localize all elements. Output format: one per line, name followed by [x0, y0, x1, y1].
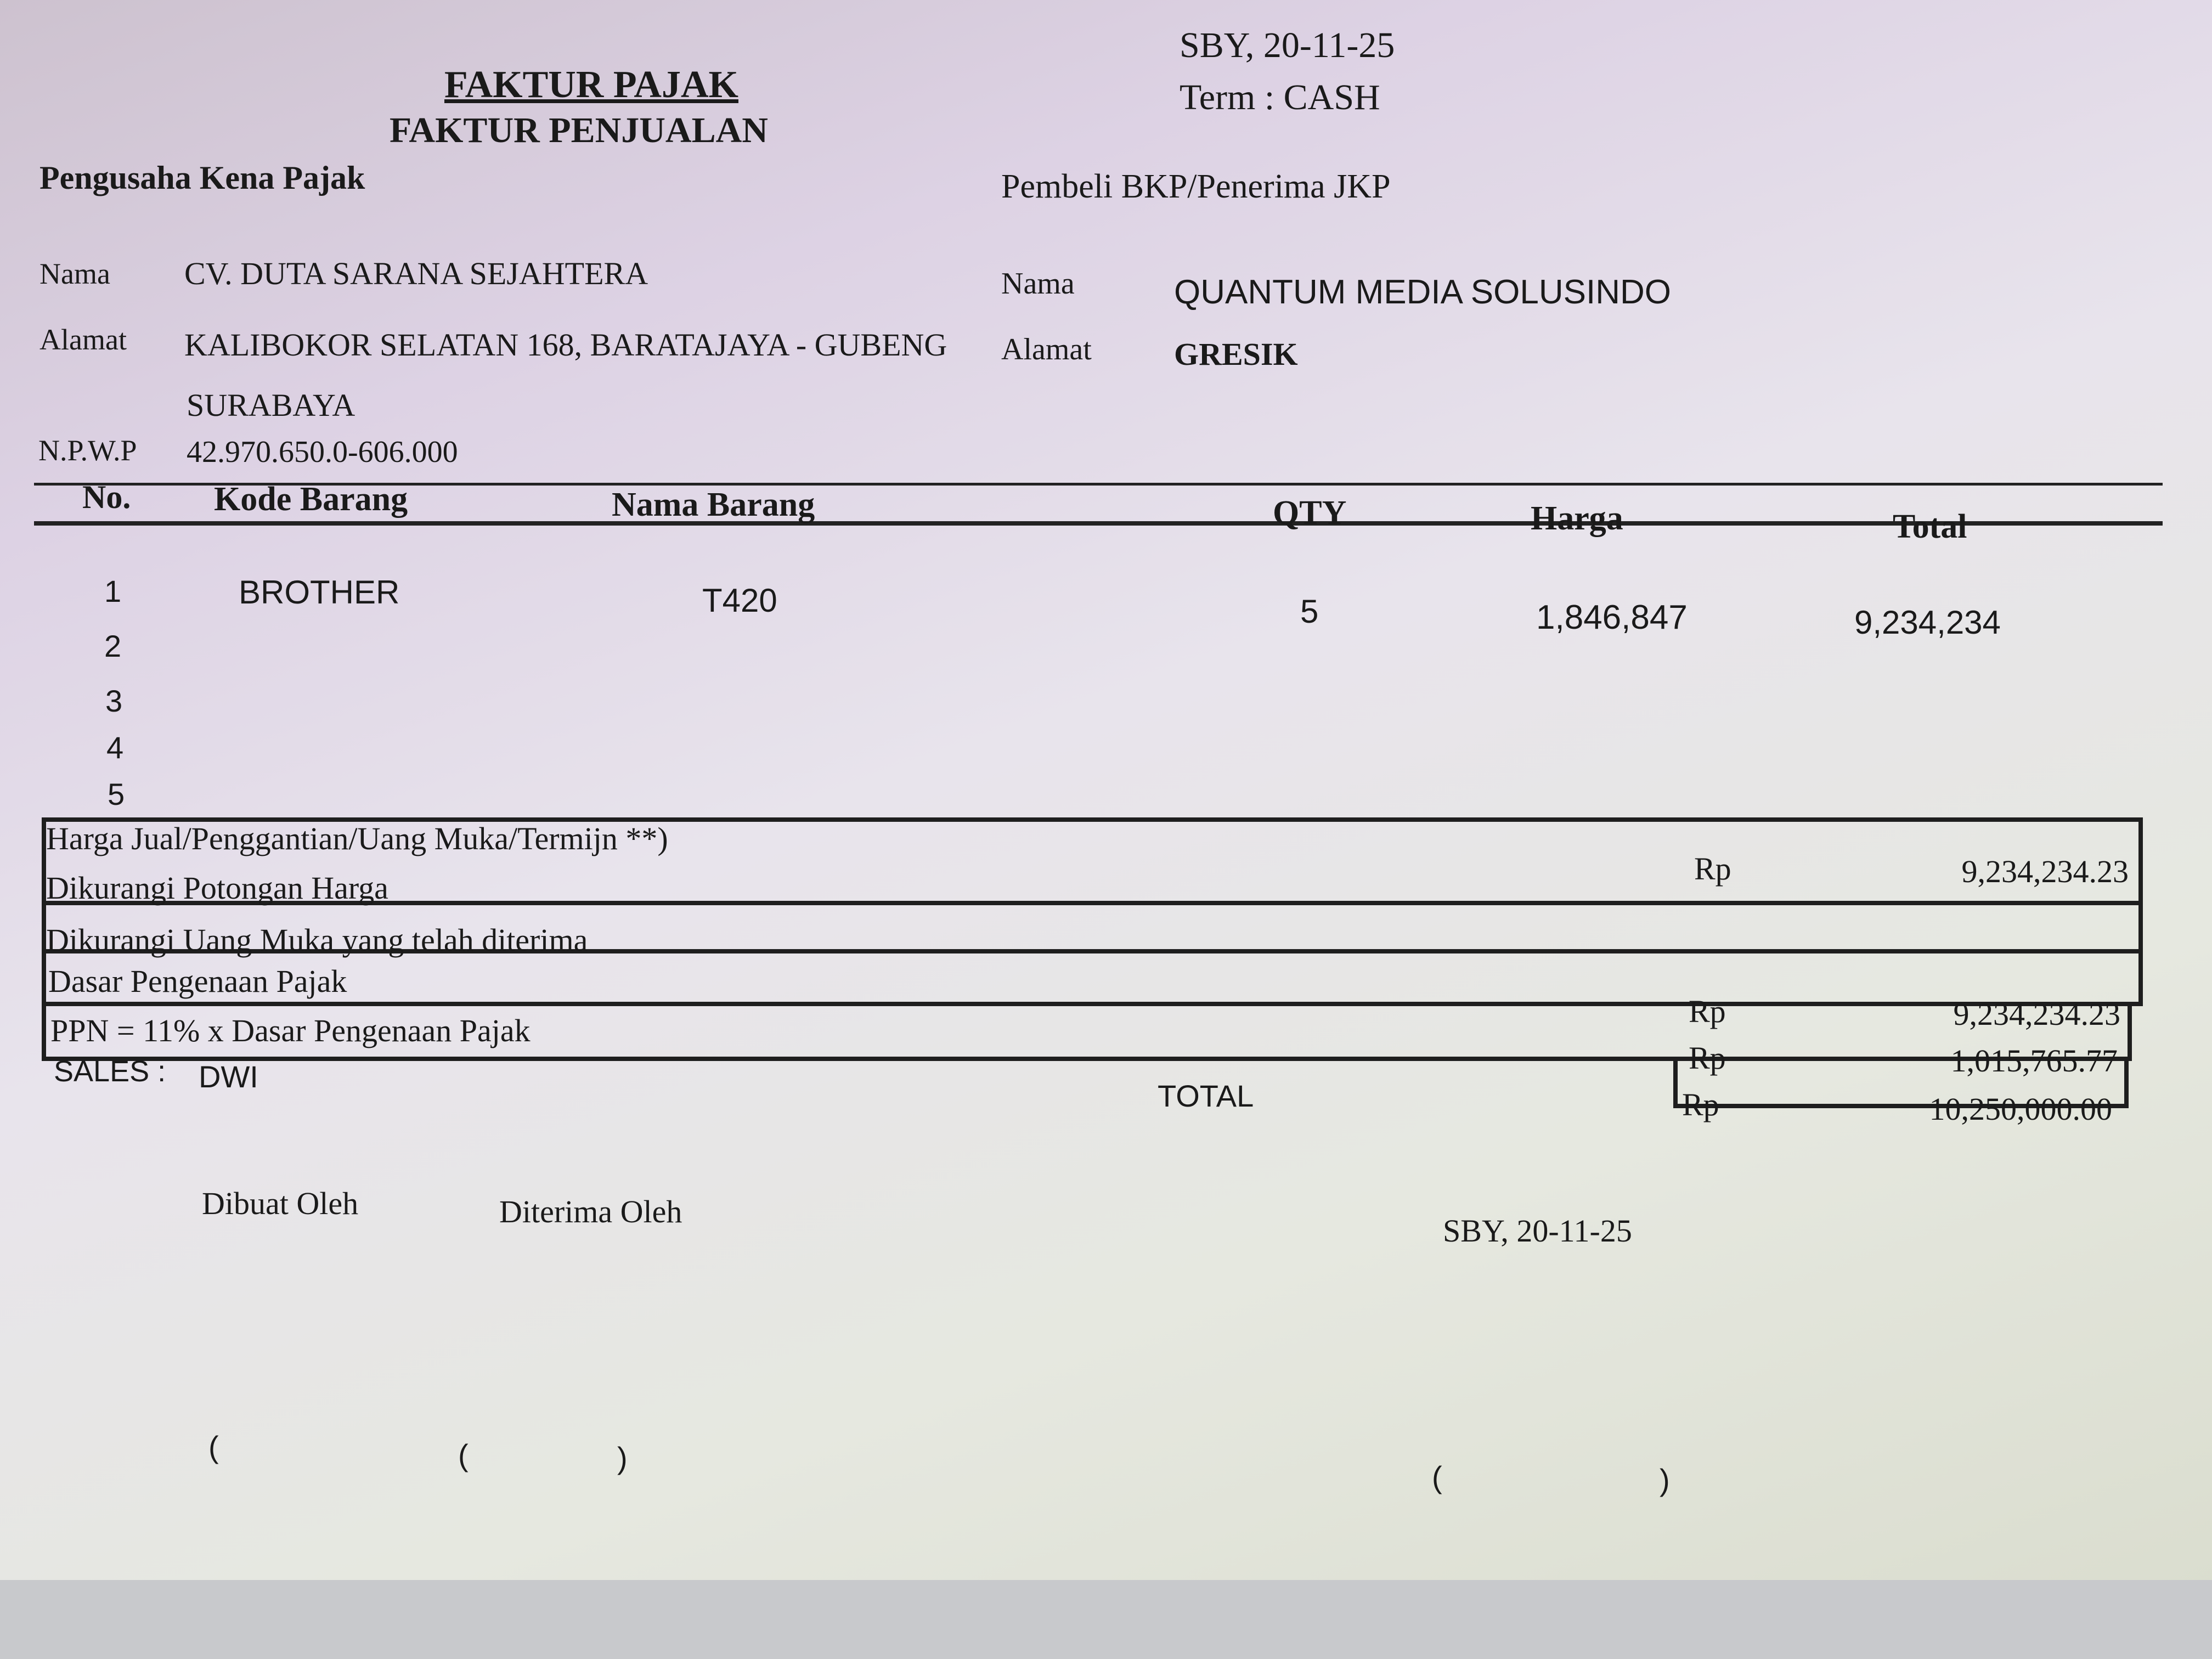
- row1-total: 9,234,234: [1854, 604, 2001, 641]
- ppn-label: PPN = 11% x Dasar Pengenaan Pajak: [50, 1013, 531, 1048]
- dpp-currency: Rp: [1689, 994, 1726, 1029]
- signature-paren-open-2: (: [458, 1438, 469, 1472]
- header-date: SBY, 20-11-25: [1180, 25, 1395, 65]
- harga-jual-value: 9,234,234.23: [1961, 854, 2129, 889]
- row1-no: 1: [104, 574, 122, 608]
- potongan-label: Dikurangi Potongan Harga: [46, 870, 388, 906]
- seller-name-label: Nama: [40, 257, 110, 290]
- col-header-harga: Harga: [1531, 500, 1623, 537]
- row3-no: 3: [105, 684, 123, 718]
- dpp-value: 9,234,234.23: [1953, 996, 2120, 1032]
- total-label: TOTAL: [1158, 1079, 1254, 1113]
- seller-npwp: 42.970.650.0-606.000: [187, 435, 458, 469]
- dibuat-oleh-label: Dibuat Oleh: [202, 1186, 359, 1221]
- signature-paren-close-2: ): [617, 1441, 628, 1475]
- row4-no: 4: [106, 730, 124, 765]
- diterima-oleh-label: Diterima Oleh: [499, 1194, 682, 1229]
- dpp-label: Dasar Pengenaan Pajak: [48, 963, 347, 999]
- table-header-rule: [34, 521, 2163, 526]
- ppn-currency: Rp: [1689, 1040, 1726, 1076]
- row1-kode: BROTHER: [239, 574, 400, 611]
- signature-paren-close-3: ): [1660, 1463, 1670, 1497]
- seller-npwp-label: N.P.W.P: [38, 434, 137, 467]
- col-header-total: Total: [1893, 508, 1967, 545]
- summary-box-dpp: [42, 953, 2143, 1006]
- footer-date: SBY, 20-11-25: [1443, 1213, 1632, 1249]
- seller-name: CV. DUTA SARANA SEJAHTERA: [184, 256, 648, 291]
- sales-name: DWI: [199, 1059, 258, 1094]
- total-value: 10,250,000.00: [1929, 1091, 2112, 1127]
- row1-qty: 5: [1300, 593, 1319, 630]
- buyer-heading: Pembeli BKP/Penerima JKP: [1001, 168, 1391, 205]
- document-subtitle: FAKTUR PENJUALAN: [390, 110, 768, 150]
- sales-label: SALES :: [54, 1055, 166, 1088]
- harga-jual-currency: Rp: [1694, 851, 1731, 887]
- payment-term: Term : CASH: [1180, 77, 1380, 117]
- seller-heading: Pengusaha Kena Pajak: [40, 160, 365, 196]
- harga-jual-label: Harga Jual/Penggantian/Uang Muka/Termijn **): [46, 821, 668, 856]
- row1-nama: T420: [702, 582, 777, 619]
- col-header-no: No.: [82, 479, 131, 515]
- row5-no: 5: [108, 777, 125, 811]
- col-header-kode: Kode Barang: [214, 481, 408, 518]
- signature-paren-open-3: (: [1432, 1460, 1442, 1494]
- total-currency: Rp: [1682, 1087, 1719, 1122]
- row2-no: 2: [104, 629, 122, 663]
- buyer-address: GRESIK: [1174, 336, 1298, 372]
- col-header-qty: QTY: [1273, 494, 1347, 532]
- buyer-name: QUANTUM MEDIA SOLUSINDO: [1174, 273, 1671, 311]
- document-title: FAKTUR PAJAK: [444, 64, 738, 106]
- uang-muka-label: Dikurangi Uang Muka yang telah diterima: [46, 922, 588, 958]
- col-header-nama: Nama Barang: [612, 486, 815, 523]
- app-status-bar: [0, 1580, 2212, 1659]
- seller-address-label: Alamat: [40, 323, 127, 356]
- seller-address-line1: KALIBOKOR SELATAN 168, BARATAJAYA - GUBENG: [184, 327, 947, 363]
- signature-paren-open-1: (: [208, 1430, 219, 1464]
- buyer-address-label: Alamat: [1001, 332, 1092, 366]
- row1-harga: 1,846,847: [1536, 599, 1688, 636]
- seller-address-line2: SURABAYA: [187, 387, 356, 423]
- ppn-value: 1,015,765.77: [1950, 1043, 2118, 1079]
- buyer-name-label: Nama: [1001, 267, 1075, 301]
